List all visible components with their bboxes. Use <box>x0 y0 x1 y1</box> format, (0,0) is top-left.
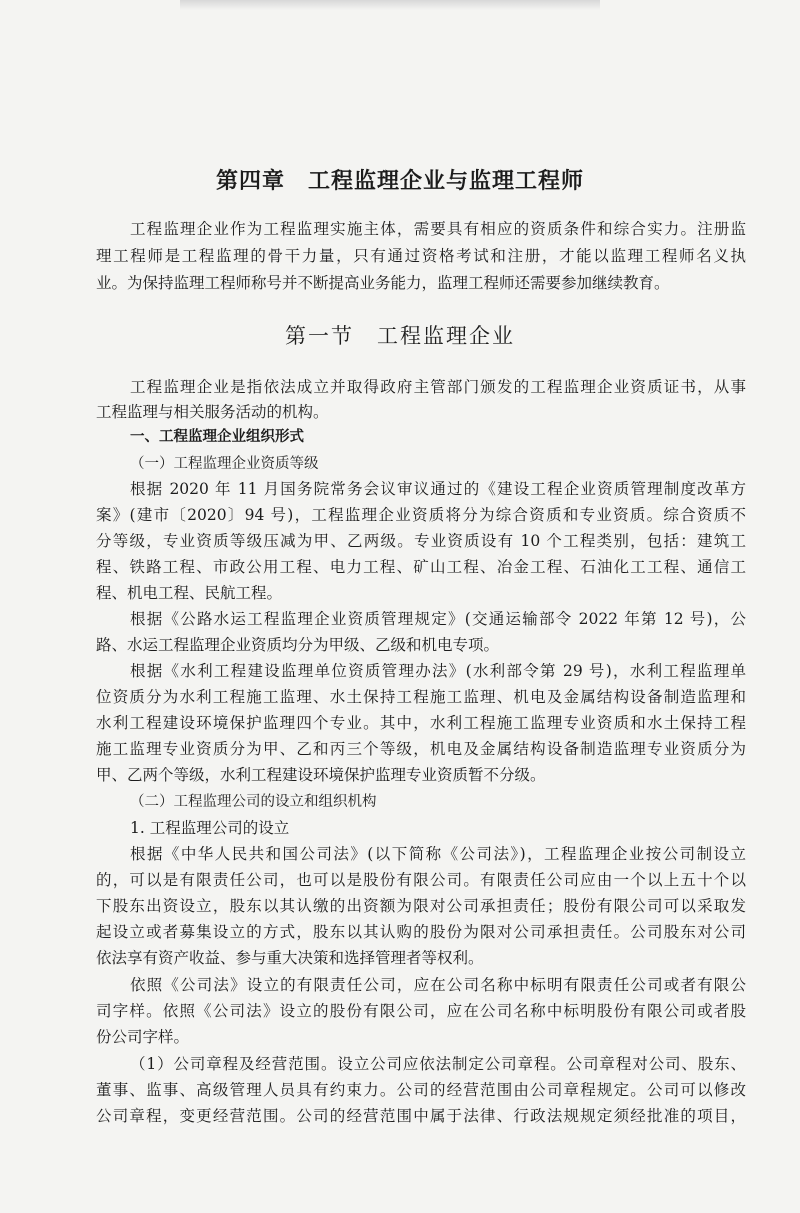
paragraph-line: 董事、监事、高级管理人员具有约束力。公司的经营范围由公司章程规定。公司可以修改 <box>96 1081 746 1099</box>
paragraph-line: 程、铁路工程、市政公用工程、电力工程、矿山工程、冶金工程、石油化工工程、通信工 <box>96 558 746 576</box>
paragraph-line: 案》(建市〔2020〕94 号)，工程监理企业资质将分为综合资质和专业资质。综合资质不 <box>96 506 746 524</box>
section-title: 第一节 工程监理企业 <box>285 324 515 348</box>
paragraph-line: 的，可以是有限责任公司，也可以是股份有限公司。有限责任公司应由一个以上五十个以 <box>96 871 746 889</box>
heading-level3: 1. 工程监理公司的设立 <box>130 819 290 837</box>
paragraph-line: （1）公司章程及经营范围。设立公司应依法制定公司章程。公司章程对公司、股东、 <box>130 1055 746 1073</box>
paragraph-line: 位资质分为水利工程施工监理、水土保持工程施工监理、机电及金属结构设备制造监理和 <box>96 688 746 706</box>
scan-artifact <box>180 0 600 10</box>
intro-line: 工程监理企业作为工程监理实施主体，需要具有相应的资质条件和综合实力。注册监 <box>130 220 746 238</box>
paragraph-line: 分等级，专业资质等级压减为甲、乙两级。专业资质设有 10 个工程类别，包括：建筑工 <box>96 532 746 550</box>
paragraph-line: 甲、乙两个等级，水利工程建设环境保护监理专业资质暂不分级。 <box>96 766 546 784</box>
paragraph-line: 依法享有资产收益、参与重大决策和选择管理者等权利。 <box>96 949 484 967</box>
paragraph-line: 根据《中华人民共和国公司法》(以下简称《公司法》)，工程监理企业按公司制设立 <box>130 845 746 863</box>
paragraph-line: 公司章程，变更经营范围。公司的经营范围中属于法律、行政法规规定须经批准的项目， <box>96 1107 746 1125</box>
paragraph-line: 下股东出资设立，股东以其认缴的出资额为限对公司承担责任；股份有限公司可以采取发 <box>96 897 746 915</box>
intro-line: 理工程师是工程监理的骨干力量，只有通过资格考试和注册，才能以监理工程师名义执 <box>96 247 746 265</box>
paragraph-line: 依照《公司法》设立的有限责任公司，应在公司名称中标明有限责任公司或者有限公 <box>130 976 746 994</box>
paragraph-line: 起设立或者募集设立的方式，股东以其认购的股份为限对公司承担责任。公司股东对公司 <box>96 923 746 941</box>
paragraph-line: 路、水运工程监理企业资质均分为甲级、乙级和机电专项。 <box>96 636 500 654</box>
paragraph-line: 工程监理企业是指依法成立并取得政府主管部门颁发的工程监理企业资质证书，从事 <box>130 378 746 396</box>
paragraph-line: 份公司字样。 <box>96 1028 190 1046</box>
paragraph-line: 司字样。依照《公司法》设立的股份有限公司，应在公司名称中标明股份有限公司或者股 <box>96 1002 746 1020</box>
paragraph-line: 程、机电工程、民航工程。 <box>96 584 283 602</box>
paragraph-line: 施工监理专业资质分为甲、乙和丙三个等级，机电及金属结构设备制造监理专业资质分为 <box>96 740 746 758</box>
intro-line: 业。为保持监理工程师称号并不断提高业务能力，监理工程师还需要参加继续教育。 <box>96 274 670 292</box>
paragraph-line: 根据 2020 年 11 月国务院常务会议审议通过的《建设工程企业资质管理制度改革方 <box>130 480 746 498</box>
chapter-title: 第四章 工程监理企业与监理工程师 <box>215 169 584 194</box>
paragraph-line: 工程监理与相关服务活动的机构。 <box>96 403 329 421</box>
paragraph-line: 水利工程建设环境保护监理四个专业。其中，水利工程施工监理专业资质和水土保持工程 <box>96 714 746 732</box>
heading-level2: （二）工程监理公司的设立和组织机构 <box>130 794 377 810</box>
heading-level2: （一）工程监理企业资质等级 <box>130 456 319 472</box>
heading-level1: 一、工程监理企业组织形式 <box>130 429 304 445</box>
paragraph-line: 根据《水利工程建设监理单位资质管理办法》(水利部令第 29 号)，水利工程监理单 <box>130 662 746 680</box>
paragraph-line: 根据《公路水运工程监理企业资质管理规定》(交通运输部令 2022 年第 12 号)，公 <box>130 610 746 628</box>
